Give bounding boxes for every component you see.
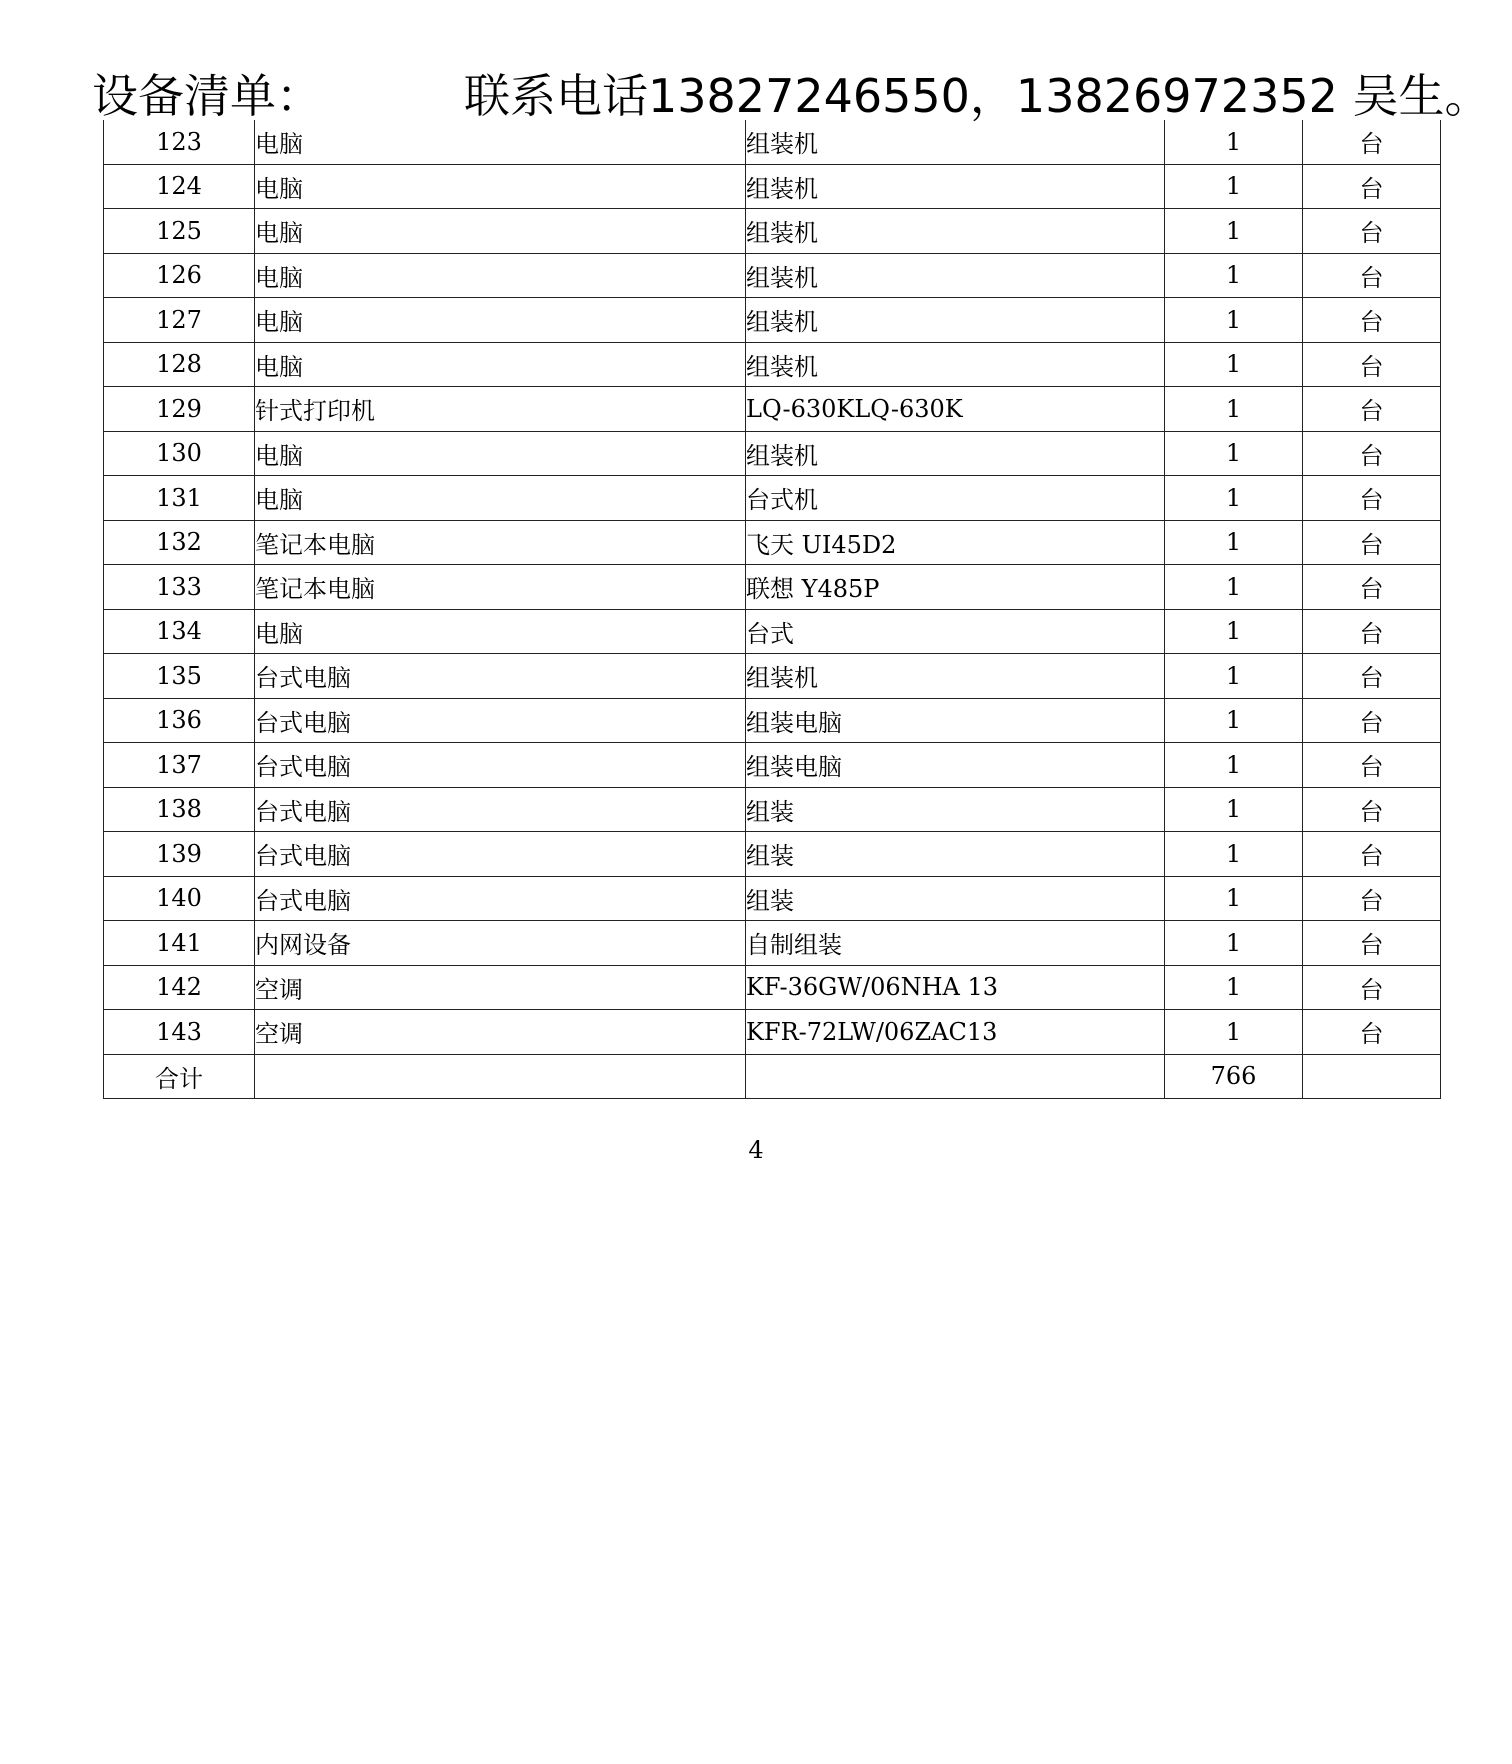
cell-no: 137 bbox=[104, 743, 255, 788]
table-row bbox=[104, 832, 1441, 877]
cell-name: 笔记本电脑 bbox=[255, 565, 746, 610]
cell-unit: 台 bbox=[1303, 654, 1441, 699]
cell-unit: 台 bbox=[1303, 520, 1441, 565]
cell-qty: 1 bbox=[1165, 120, 1303, 164]
cell-qty: 1 bbox=[1165, 476, 1303, 521]
cell-name: 电脑 bbox=[255, 209, 746, 254]
cell-name: 电脑 bbox=[255, 342, 746, 387]
cell-model: 台式机 bbox=[746, 476, 1165, 521]
page-title: 设备清单： bbox=[92, 69, 322, 123]
cell-no: 132 bbox=[104, 520, 255, 565]
cell-unit: 台 bbox=[1303, 164, 1441, 209]
cell-no: 124 bbox=[104, 164, 255, 209]
page-number: 4 bbox=[748, 1136, 764, 1164]
cell-qty: 1 bbox=[1165, 387, 1303, 432]
table-row bbox=[104, 476, 1441, 521]
cell-unit: 台 bbox=[1303, 565, 1441, 610]
cell-model: 联想 Y485P bbox=[746, 565, 1165, 610]
cell-qty: 1 bbox=[1165, 342, 1303, 387]
cell-qty: 1 bbox=[1165, 520, 1303, 565]
cell-unit: 台 bbox=[1303, 1010, 1441, 1055]
cell-name: 电脑 bbox=[255, 476, 746, 521]
cell-model: 组装机 bbox=[746, 431, 1165, 476]
contact-info: 联系电话13827246550，13826972352 吴生。 bbox=[464, 69, 1491, 123]
cell-name: 电脑 bbox=[255, 609, 746, 654]
cell-unit: 台 bbox=[1303, 298, 1441, 343]
cell-qty: 1 bbox=[1165, 921, 1303, 966]
cell-name: 电脑 bbox=[255, 431, 746, 476]
cell-model: 组装机 bbox=[746, 120, 1165, 164]
cell-model: 组装机 bbox=[746, 654, 1165, 699]
table-row bbox=[104, 253, 1441, 298]
total-row bbox=[104, 1054, 1441, 1099]
cell-model: LQ-630KLQ-630K bbox=[746, 387, 1165, 432]
cell-unit: 台 bbox=[1303, 209, 1441, 254]
cell-qty: 1 bbox=[1165, 832, 1303, 877]
cell-qty: 1 bbox=[1165, 654, 1303, 699]
table-row bbox=[104, 921, 1441, 966]
cell-model: 组装机 bbox=[746, 298, 1165, 343]
cell-unit: 台 bbox=[1303, 743, 1441, 788]
cell-no: 142 bbox=[104, 965, 255, 1010]
cell-unit: 台 bbox=[1303, 253, 1441, 298]
cell-qty: 1 bbox=[1165, 209, 1303, 254]
cell-model: 组装机 bbox=[746, 209, 1165, 254]
cell-unit: 台 bbox=[1303, 476, 1441, 521]
cell-no: 140 bbox=[104, 876, 255, 921]
cell-unit: 台 bbox=[1303, 698, 1441, 743]
cell-name: 台式电脑 bbox=[255, 787, 746, 832]
cell-no: 123 bbox=[104, 120, 255, 164]
cell-model: 自制组装 bbox=[746, 921, 1165, 966]
cell-model: 组装 bbox=[746, 876, 1165, 921]
cell-no: 138 bbox=[104, 787, 255, 832]
table-row bbox=[104, 1010, 1441, 1055]
table-row bbox=[104, 520, 1441, 565]
cell-unit: 台 bbox=[1303, 609, 1441, 654]
table-row bbox=[104, 876, 1441, 921]
cell-model: 组装机 bbox=[746, 164, 1165, 209]
cell-qty: 1 bbox=[1165, 609, 1303, 654]
cell-name: 电脑 bbox=[255, 164, 746, 209]
cell-no: 143 bbox=[104, 1010, 255, 1055]
cell-qty: 1 bbox=[1165, 431, 1303, 476]
table-row bbox=[104, 164, 1441, 209]
total-unit-empty bbox=[1303, 1054, 1441, 1099]
cell-name: 针式打印机 bbox=[255, 387, 746, 432]
cell-model: 组装 bbox=[746, 832, 1165, 877]
total-qty: 766 bbox=[1165, 1054, 1303, 1099]
cell-qty: 1 bbox=[1165, 965, 1303, 1010]
table-row bbox=[104, 743, 1441, 788]
page-header bbox=[92, 66, 1491, 126]
cell-model: 组装 bbox=[746, 787, 1165, 832]
total-name-empty bbox=[255, 1054, 746, 1099]
cell-no: 128 bbox=[104, 342, 255, 387]
cell-qty: 1 bbox=[1165, 298, 1303, 343]
cell-qty: 1 bbox=[1165, 698, 1303, 743]
table-row bbox=[104, 298, 1441, 343]
cell-qty: 1 bbox=[1165, 164, 1303, 209]
cell-name: 空调 bbox=[255, 1010, 746, 1055]
cell-model: 飞天 UI45D2 bbox=[746, 520, 1165, 565]
cell-unit: 台 bbox=[1303, 965, 1441, 1010]
cell-name: 台式电脑 bbox=[255, 698, 746, 743]
cell-no: 129 bbox=[104, 387, 255, 432]
table-row bbox=[104, 965, 1441, 1010]
cell-name: 台式电脑 bbox=[255, 743, 746, 788]
cell-qty: 1 bbox=[1165, 743, 1303, 788]
table-row bbox=[104, 698, 1441, 743]
cell-model: 组装电脑 bbox=[746, 698, 1165, 743]
cell-no: 136 bbox=[104, 698, 255, 743]
equipment-table bbox=[103, 120, 1441, 1099]
table-row bbox=[104, 787, 1441, 832]
cell-name: 内网设备 bbox=[255, 921, 746, 966]
cell-name: 空调 bbox=[255, 965, 746, 1010]
cell-unit: 台 bbox=[1303, 120, 1441, 164]
cell-qty: 1 bbox=[1165, 876, 1303, 921]
cell-unit: 台 bbox=[1303, 832, 1441, 877]
table-row bbox=[104, 609, 1441, 654]
cell-name: 台式电脑 bbox=[255, 832, 746, 877]
cell-model: 组装电脑 bbox=[746, 743, 1165, 788]
cell-no: 126 bbox=[104, 253, 255, 298]
cell-name: 电脑 bbox=[255, 298, 746, 343]
cell-unit: 台 bbox=[1303, 876, 1441, 921]
cell-qty: 1 bbox=[1165, 787, 1303, 832]
total-model-empty bbox=[746, 1054, 1165, 1099]
cell-model: 台式 bbox=[746, 609, 1165, 654]
cell-unit: 台 bbox=[1303, 342, 1441, 387]
cell-name: 电脑 bbox=[255, 120, 746, 164]
cell-unit: 台 bbox=[1303, 921, 1441, 966]
cell-model: 组装机 bbox=[746, 253, 1165, 298]
cell-model: KFR-72LW/06ZAC13 bbox=[746, 1010, 1165, 1055]
cell-no: 139 bbox=[104, 832, 255, 877]
cell-name: 笔记本电脑 bbox=[255, 520, 746, 565]
cell-name: 电脑 bbox=[255, 253, 746, 298]
cell-no: 127 bbox=[104, 298, 255, 343]
total-label: 合计 bbox=[104, 1054, 255, 1099]
cell-model: KF-36GW/06NHA 13 bbox=[746, 965, 1165, 1010]
cell-no: 134 bbox=[104, 609, 255, 654]
cell-qty: 1 bbox=[1165, 565, 1303, 610]
table-row bbox=[104, 431, 1441, 476]
table-row bbox=[104, 120, 1441, 164]
cell-model: 组装机 bbox=[746, 342, 1165, 387]
cell-unit: 台 bbox=[1303, 431, 1441, 476]
cell-qty: 1 bbox=[1165, 253, 1303, 298]
cell-no: 130 bbox=[104, 431, 255, 476]
table-row bbox=[104, 654, 1441, 699]
cell-no: 133 bbox=[104, 565, 255, 610]
table-row bbox=[104, 342, 1441, 387]
table-row bbox=[104, 387, 1441, 432]
cell-no: 131 bbox=[104, 476, 255, 521]
table-row bbox=[104, 209, 1441, 254]
equipment-table-body bbox=[104, 120, 1441, 1099]
cell-name: 台式电脑 bbox=[255, 654, 746, 699]
cell-qty: 1 bbox=[1165, 1010, 1303, 1055]
cell-name: 台式电脑 bbox=[255, 876, 746, 921]
cell-unit: 台 bbox=[1303, 387, 1441, 432]
table-row bbox=[104, 565, 1441, 610]
cell-unit: 台 bbox=[1303, 787, 1441, 832]
cell-no: 135 bbox=[104, 654, 255, 699]
cell-no: 141 bbox=[104, 921, 255, 966]
cell-no: 125 bbox=[104, 209, 255, 254]
